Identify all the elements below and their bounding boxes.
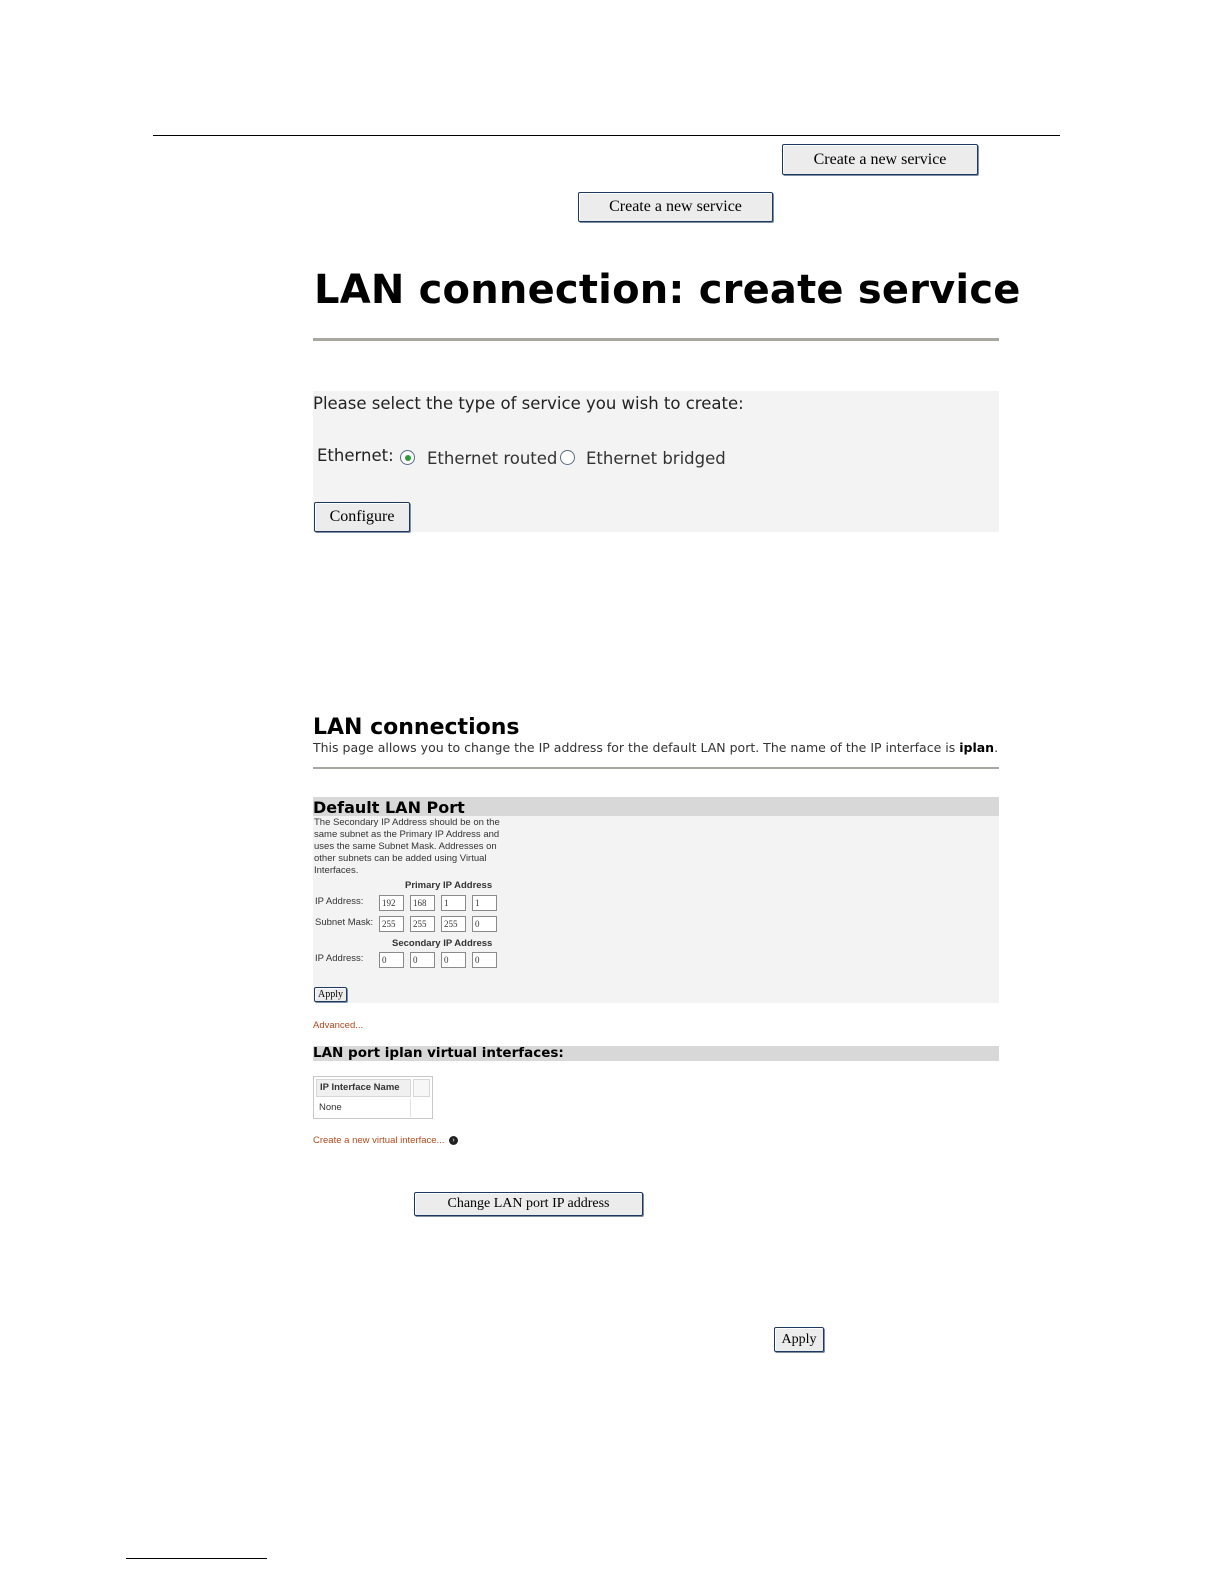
secondary-ip-octet-2[interactable] <box>410 952 435 968</box>
header-rule <box>153 135 1060 136</box>
secondary-ip-address-label: IP Address: <box>315 953 364 964</box>
primary-ip-octet-4[interactable] <box>472 895 497 911</box>
ethernet-bridged-label: Ethernet bridged <box>586 449 726 468</box>
table-row: None <box>316 1099 411 1117</box>
lan-connections-title: LAN connections <box>313 715 520 740</box>
ethernet-label: Ethernet: <box>317 446 394 465</box>
lan-divider <box>313 767 999 769</box>
subnet-mask-octet-4[interactable] <box>472 916 497 932</box>
ethernet-routed-label: Ethernet routed <box>427 449 558 468</box>
lan-connections-description <box>313 740 998 755</box>
secondary-ip-header: Secondary IP Address <box>392 938 493 949</box>
configure-button[interactable]: Configure <box>314 502 410 532</box>
interface-name: iplan <box>959 740 995 755</box>
service-type-prompt: Please select the type of service you wish to create: <box>313 394 744 413</box>
secondary-ip-octet-3[interactable] <box>441 952 466 968</box>
footnote-rule <box>126 1558 267 1559</box>
ip-interface-name-header: IP Interface Name <box>316 1079 411 1097</box>
subnet-mask-octet-1[interactable] <box>379 916 404 932</box>
subnet-mask-octet-3[interactable] <box>441 916 466 932</box>
primary-ip-octet-3[interactable] <box>441 895 466 911</box>
create-service-button[interactable]: Create a new service <box>782 144 978 175</box>
ethernet-bridged-radio[interactable] <box>560 450 575 465</box>
create-virtual-interface-link[interactable]: Create a new virtual interface... <box>313 1135 445 1146</box>
primary-ip-octet-1[interactable] <box>379 895 404 911</box>
actions-header <box>413 1079 430 1097</box>
ip-address-label: IP Address: <box>315 896 364 907</box>
description-end: . <box>994 740 999 755</box>
virtual-interfaces-table <box>313 1076 433 1119</box>
ethernet-routed-radio[interactable] <box>400 450 415 465</box>
apply-button[interactable]: Apply <box>774 1327 824 1352</box>
create-service-button-secondary[interactable]: Create a new service <box>578 192 773 222</box>
page-title: LAN connection: create service <box>314 267 1021 313</box>
title-divider <box>313 338 999 341</box>
virtual-interfaces-title: LAN port iplan virtual interfaces: <box>313 1045 564 1061</box>
default-port-title: Default LAN Port <box>313 798 465 817</box>
primary-ip-octet-2[interactable] <box>410 895 435 911</box>
secondary-ip-octet-1[interactable] <box>379 952 404 968</box>
subnet-mask-octet-2[interactable] <box>410 916 435 932</box>
advanced-link[interactable]: Advanced... <box>313 1020 364 1031</box>
primary-ip-header: Primary IP Address <box>405 880 493 891</box>
arrow-right-icon: › <box>449 1136 458 1145</box>
description-text: This page allows you to change the IP address for the default LAN port. The name of the IP interface is <box>313 740 960 755</box>
port-apply-button[interactable]: Apply <box>314 987 347 1002</box>
change-lan-ip-button[interactable]: Change LAN port IP address <box>414 1192 643 1216</box>
secondary-ip-octet-4[interactable] <box>472 952 497 968</box>
secondary-ip-note: The Secondary IP Address should be on the same subnet as the Primary IP Address and uses the same Subnet Mask. Addresses on other subnets can be added using Virtual Interfaces. <box>314 817 500 876</box>
subnet-mask-label: Subnet Mask: <box>315 917 374 928</box>
